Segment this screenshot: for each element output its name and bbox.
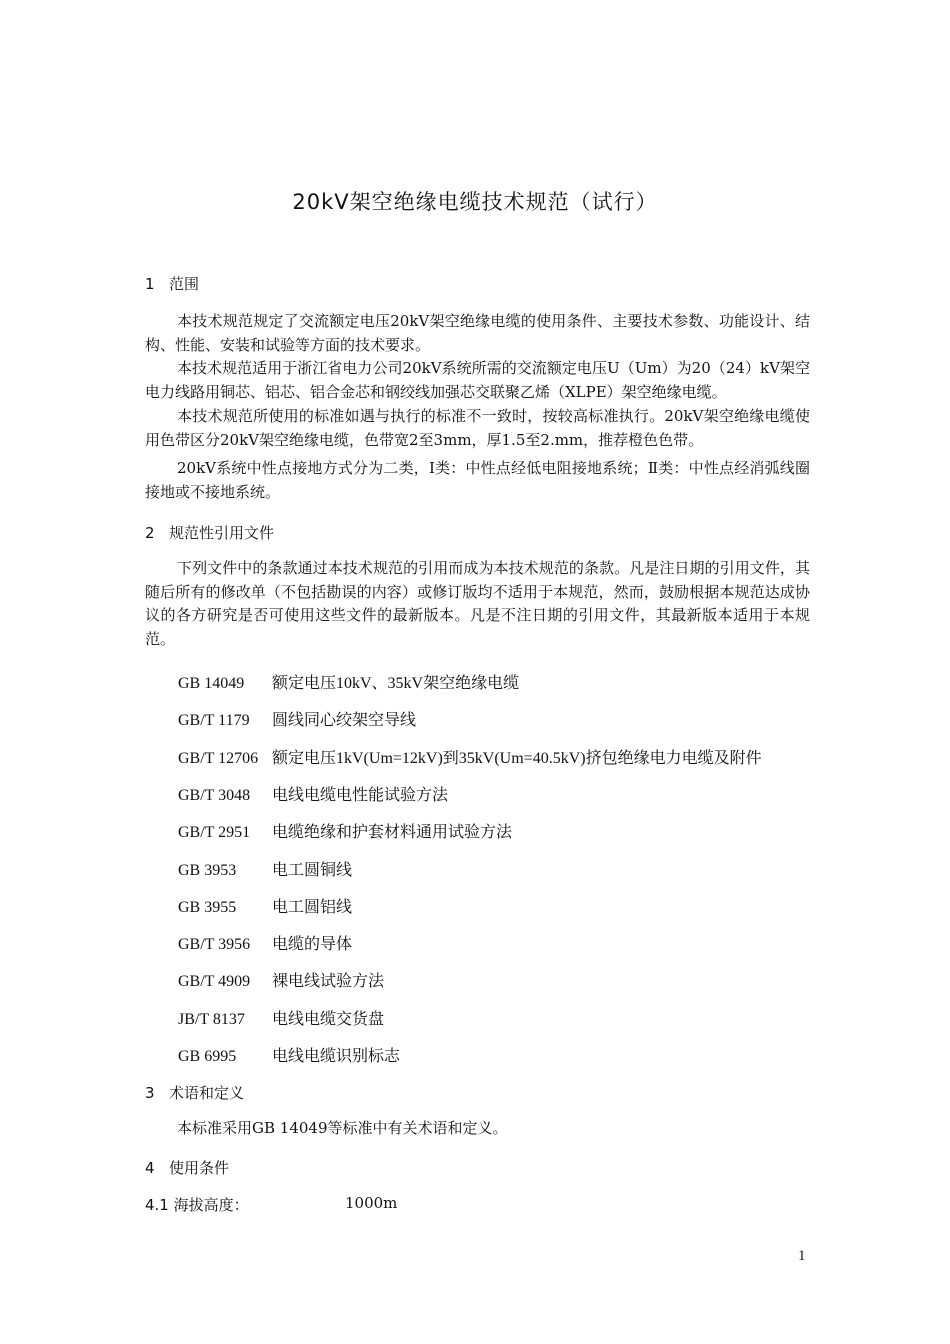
reference-item bbox=[178, 931, 352, 954]
reference-name: 电工圆铜线 bbox=[272, 862, 353, 879]
subitem-altitude bbox=[145, 1194, 398, 1215]
subitem-value: 1000m bbox=[345, 1194, 398, 1212]
section-4-heading bbox=[145, 1157, 229, 1178]
reference-code: GB/T 3048 bbox=[178, 787, 251, 804]
reference-item bbox=[178, 894, 352, 917]
section-title: 使用条件 bbox=[169, 1159, 230, 1177]
reference-name: 电工圆铝线 bbox=[272, 899, 353, 916]
section-2-paragraph: 下列文件中的条款通过本技术规范的引用而成为本技术规范的条款。凡是注日期的引用文件，其随后所有的修改单（不包括勘误的内容）或修订版均不适用于本规范，然而，鼓励根据本规范达成协议的各方研究是否可使用这些文件的最新版本。凡是不注日期的引用文件，其最新版本适用于本规范。 bbox=[145, 559, 810, 648]
reference-code: GB/T 2951 bbox=[178, 824, 251, 841]
section-title: 术语和定义 bbox=[169, 1084, 245, 1102]
reference-name: 电缆的导体 bbox=[272, 936, 353, 953]
reference-code: GB 14049 bbox=[178, 675, 245, 692]
section-number: 1 bbox=[145, 275, 155, 293]
reference-item bbox=[178, 857, 352, 880]
document-title: 20kV架空绝缘电缆技术规范（试行） bbox=[292, 190, 658, 214]
reference-code: GB/T 3956 bbox=[178, 936, 251, 953]
reference-name: 电缆绝缘和护套材料通用试验方法 bbox=[272, 824, 513, 841]
reference-name: 额定电压10kV、35kV架空绝缘电缆 bbox=[272, 675, 520, 692]
reference-item bbox=[178, 819, 512, 842]
reference-name: 额定电压1kV(Um=12kV)到35kV(Um=40.5kV)挤包绝缘电力电缆及附件 bbox=[272, 750, 762, 767]
section-title: 范围 bbox=[169, 275, 200, 293]
reference-item bbox=[178, 1006, 384, 1029]
section-2-heading bbox=[145, 522, 274, 543]
reference-code: JB/T 8137 bbox=[178, 1011, 245, 1028]
reference-code: GB/T 1179 bbox=[178, 712, 250, 729]
reference-name: 电线电缆识别标志 bbox=[272, 1048, 401, 1065]
reference-name: 圆线同心绞架空导线 bbox=[272, 712, 417, 729]
section-1-paragraph: 本技术规范规定了交流额定电压20kV架空绝缘电缆的使用条件、主要技术参数、功能设计、结构、性能、安装和试验等方面的技术要求。 bbox=[145, 312, 810, 354]
reference-code: GB/T 4909 bbox=[178, 973, 251, 990]
section-3-heading bbox=[145, 1082, 244, 1103]
section-number: 3 bbox=[145, 1084, 155, 1102]
page-number: 1 bbox=[798, 1248, 806, 1264]
reference-name: 裸电线试验方法 bbox=[272, 973, 385, 990]
reference-code: GB 6995 bbox=[178, 1048, 237, 1065]
section-1-paragraph: 20kV系统中性点接地方式分为二类，Ⅰ类：中性点经低电阻接地系统；Ⅱ类：中性点经消弧线圈接地或不接地系统。 bbox=[145, 459, 810, 501]
reference-item bbox=[178, 782, 448, 805]
reference-name: 电线电缆交货盘 bbox=[272, 1011, 385, 1028]
reference-item bbox=[178, 707, 416, 730]
reference-item bbox=[178, 670, 519, 693]
reference-item bbox=[178, 968, 384, 991]
reference-code: GB/T 12706 bbox=[178, 750, 259, 767]
reference-name: 电线电缆电性能试验方法 bbox=[272, 787, 449, 804]
section-1-heading bbox=[145, 273, 199, 294]
section-3-paragraph: 本标准采用GB 14049等标准中有关术语和定义。 bbox=[177, 1119, 508, 1137]
reference-item bbox=[178, 1043, 400, 1066]
subitem-label: 4.1 海拔高度： bbox=[145, 1196, 249, 1214]
reference-code: GB 3953 bbox=[178, 862, 237, 879]
reference-item bbox=[178, 745, 762, 768]
reference-code: GB 3955 bbox=[178, 899, 237, 916]
section-number: 4 bbox=[145, 1159, 155, 1177]
section-number: 2 bbox=[145, 524, 155, 542]
section-1-paragraph: 本技术规范适用于浙江省电力公司20kV系统所需的交流额定电压U（Um）为20（24）kV架空电力线路用铜芯、铝芯、铝合金芯和钢绞线加强芯交联聚乙烯（XLPE）架空绝缘电缆。 bbox=[145, 359, 810, 401]
section-title: 规范性引用文件 bbox=[169, 524, 275, 542]
section-1-paragraph: 本技术规范所使用的标准如遇与执行的标准不一致时，按较高标准执行。20kV架空绝缘电缆使用色带区分20kV架空绝缘电缆，色带宽2至3mm，厚1.5至2.mm，推荐橙色色带。 bbox=[145, 407, 810, 449]
